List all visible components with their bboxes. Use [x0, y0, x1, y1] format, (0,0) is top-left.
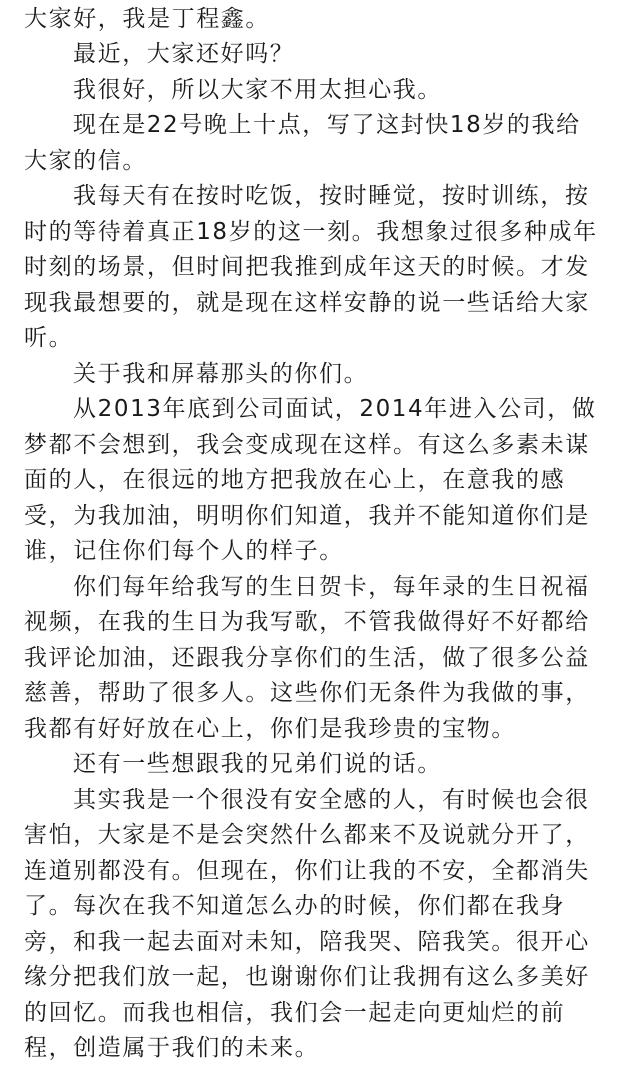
letter-line: 我每天有在按时吃饭，按时睡觉，按时训练，按: [73, 183, 590, 209]
letter-line: 旁，和我一起去面对未知，陪我哭、陪我笑。很开心: [24, 929, 590, 955]
letter-line: 梦都不会想到，我会变成现在这样。有这么多素未谋: [24, 432, 590, 458]
letter-line: 我都有好好放在心上，你们是我珍贵的宝物。: [24, 716, 516, 742]
letter-line: 程，创造属于我们的未来。: [24, 1035, 320, 1061]
letter-line: 面的人，在很远的地方把我放在心上，在意我的感: [24, 467, 566, 493]
letter-line: 时的等待着真正18岁的这一刻。我想象过很多种成年: [24, 219, 598, 245]
letter-line: 谁，记住你们每个人的样子。: [24, 538, 344, 564]
letter-line: 我很好，所以大家不用太担心我。: [73, 77, 442, 103]
letter-line: 大家的信。: [24, 148, 147, 174]
letter-line: 视频，在我的生日为我写歌，不管我做得好不好都给: [24, 609, 590, 635]
letter-line: 的回忆。而我也相信，我们会一起走向更灿烂的前: [24, 1000, 566, 1026]
letter-line: 你们每年给我写的生日贺卡，每年录的生日祝福: [73, 574, 590, 600]
letter-line: 受，为我加油，明明你们知道，我并不能知道你们是: [24, 503, 590, 529]
letter-line: 听。: [24, 325, 74, 351]
letter-line: 关于我和屏幕那头的你们。: [73, 361, 369, 387]
letter-line: 害怕，大家是不是会突然什么都来不及说就分开了，: [24, 822, 590, 848]
letter-line: 从2013年底到公司面试，2014年进入公司，做: [73, 396, 597, 422]
letter-line: 还有一些想跟我的兄弟们说的话。: [73, 751, 442, 777]
letter-line: 缘分把我们放一起，也谢谢你们让我拥有这么多美好: [24, 964, 590, 990]
letter-line: 现我最想要的，就是现在这样安静的说一些话给大家: [24, 290, 590, 316]
letter-line: 连道别都没有。但现在，你们让我的不安，全都消失: [24, 858, 590, 884]
letter-line: 最近，大家还好吗？: [73, 41, 295, 67]
letter-line: 其实我是一个很没有安全感的人，有时候也会很: [73, 787, 590, 813]
letter-line: 现在是22号晚上十点，写了这封快18岁的我给: [73, 112, 581, 138]
letter-line: 了。每次在我不知道怎么办的时候，你们都在我身: [24, 893, 566, 919]
letter-line: 时刻的场景，但时间把我推到成年这天的时候。才发: [24, 254, 590, 280]
letter-line: 慈善，帮助了很多人。这些你们无条件为我做的事，: [24, 680, 590, 706]
letter-line: 我评论加油，还跟我分享你们的生活，做了很多公益: [24, 645, 590, 671]
letter-line: 大家好，我是丁程鑫。: [24, 6, 270, 32]
